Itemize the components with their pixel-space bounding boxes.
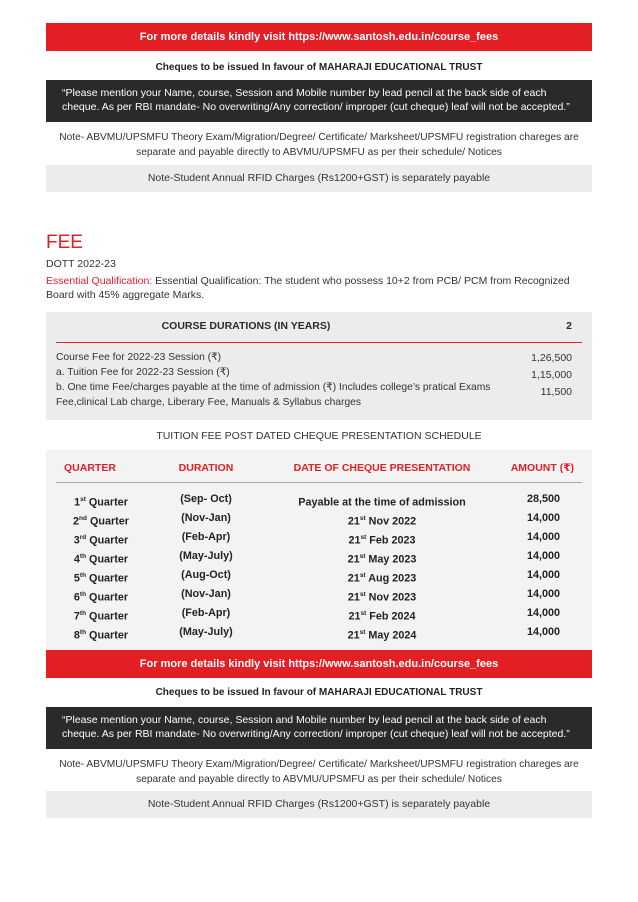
quarter-cell: 4th Quarter <box>73 553 129 566</box>
course-duration-header: COURSE DURATIONS (IN YEARS) <box>161 320 331 332</box>
duration-cell: (May-July) <box>179 550 233 562</box>
table-row <box>46 509 592 528</box>
date-cell: 21st May 2023 <box>347 553 417 566</box>
duration-cell: (Sep- Oct) <box>180 493 232 505</box>
table-row <box>46 585 592 604</box>
bottom-rfid-note: Note-Student Annual RFID Charges (Rs1200+GST) is separately payable <box>46 791 592 818</box>
table-row <box>46 547 592 566</box>
quarter-cell: 8th Quarter <box>73 629 129 642</box>
bottom-registration-note: Note- ABVMU/UPSMFU Theory Exam/Migration/Degree/ Certificate/ Marksheet/UPSMFU registration chareges are separate and payable directly to ABVMU/UPSMFU as per their schedule/ Notices <box>59 759 579 785</box>
quarter-cell: 6th Quarter <box>73 591 129 604</box>
quarter-cell: 5th Quarter <box>73 572 129 585</box>
divider <box>56 342 582 343</box>
course-fee-header <box>46 312 592 340</box>
top-banner[interactable]: For more details kindly visit https://www.santosh.edu.in/course_fees <box>46 23 592 51</box>
date-cell: Payable at the time of admission <box>298 496 466 509</box>
one-time-fee-line: b. One time Fee/charges payable at the time of admission (₹) Includes college’s pratical Exams Fee,clinical Lab charge, Liberary Fee, Manuals & Syllabus charges <box>56 382 491 408</box>
date-cell: 21st Feb 2024 <box>348 610 416 623</box>
essential-label: Essential Qualification: <box>46 275 153 287</box>
amount-cell: 14,000 <box>526 607 560 619</box>
schedule-table <box>46 450 592 650</box>
date-cell: 21st Nov 2023 <box>347 591 417 604</box>
table-row <box>46 490 592 509</box>
header-quarter: QUARTER <box>64 462 116 474</box>
top-rfid-note: Note-Student Annual RFID Charges (Rs1200+GST) is separately payable <box>46 165 592 192</box>
quarter-cell: 2nd Quarter <box>73 515 129 528</box>
course-fee-table <box>46 312 592 420</box>
top-cheque-note: Cheques to be issued In favour of MAHARAJI EDUCATIONAL TRUST <box>155 62 483 73</box>
fee-title: FEE <box>46 232 83 253</box>
one-time-fee-value: 11,500 <box>540 386 572 398</box>
table-row <box>46 623 592 642</box>
course-fee-value: 1,26,500 <box>531 352 572 364</box>
date-cell: 21st Aug 2023 <box>347 572 417 585</box>
essential-qualification <box>46 274 586 302</box>
divider <box>56 482 582 483</box>
duration-cell: (Nov-Jan) <box>181 588 231 600</box>
tuition-fee-value: 1,15,000 <box>531 369 572 381</box>
bottom-cheque-note: Cheques to be issued In favour of MAHARAJI EDUCATIONAL TRUST <box>155 687 483 698</box>
course-name: DOTT 2022-23 <box>46 258 116 270</box>
schedule-title: TUITION FEE POST DATED CHEQUE PRESENTATION SCHEDULE <box>156 430 482 442</box>
duration-cell: (Nov-Jan) <box>181 512 231 524</box>
amount-cell: 14,000 <box>526 512 560 524</box>
essential-text: Essential Qualification: The student who possess 10+2 from PCB/ PCM from Recognized Board with 45% aggregate Marks. <box>46 275 570 301</box>
table-row <box>46 528 592 547</box>
duration-cell: (May-July) <box>179 626 233 638</box>
amount-cell: 14,000 <box>526 626 560 638</box>
amount-cell: 14,000 <box>526 569 560 581</box>
quarter-cell: 3rd Quarter <box>73 534 129 547</box>
header-duration: DURATION <box>178 462 234 474</box>
date-cell: 21st Feb 2023 <box>348 534 416 547</box>
table-row <box>46 566 592 585</box>
duration-cell: (Feb-Apr) <box>181 607 231 619</box>
bottom-banner[interactable]: For more details kindly visit https://www.santosh.edu.in/course_fees <box>46 650 592 678</box>
tuition-fee-line: a. Tuition Fee for 2022-23 Session (₹) <box>56 367 230 378</box>
course-duration-years: 2 <box>566 320 572 332</box>
amount-cell: 14,000 <box>526 531 560 543</box>
duration-cell: (Aug-Oct) <box>181 569 231 581</box>
bottom-mention-box: “Please mention your Name, course, Session and Mobile number by lead pencil at the back side of each cheque. As per RBI mandate- No overwriting/Any correction/ improper (cut cheque) leaf will not be accepted.” <box>46 707 592 749</box>
quarter-cell: 7th Quarter <box>73 610 129 623</box>
header-date: DATE OF CHEQUE PRESENTATION <box>293 462 471 474</box>
course-fee-values <box>531 350 572 401</box>
top-registration-note: Note- ABVMU/UPSMFU Theory Exam/Migration/Degree/ Certificate/ Marksheet/UPSMFU registration chareges are separate and payable directly to ABVMU/UPSMFU as per their schedule/ Notices <box>59 132 579 158</box>
table-row <box>46 604 592 623</box>
date-cell: 21st Nov 2022 <box>347 515 417 528</box>
amount-cell: 14,000 <box>526 588 560 600</box>
course-fee-line: Course Fee for 2022-23 Session (₹) <box>56 352 222 363</box>
amount-cell: 14,000 <box>526 550 560 562</box>
header-amount: AMOUNT (₹) <box>510 462 574 474</box>
quarter-cell: 1st Quarter <box>74 496 128 509</box>
course-fee-descriptions <box>56 350 496 410</box>
date-cell: 21st May 2024 <box>347 629 417 642</box>
top-mention-box: “Please mention your Name, course, Session and Mobile number by lead pencil at the back side of each cheque. As per RBI mandate- No overwriting/Any correction/ improper (cut cheque) leaf will not be accepted.” <box>46 80 592 122</box>
duration-cell: (Feb-Apr) <box>181 531 231 543</box>
amount-cell: 28,500 <box>526 493 560 505</box>
